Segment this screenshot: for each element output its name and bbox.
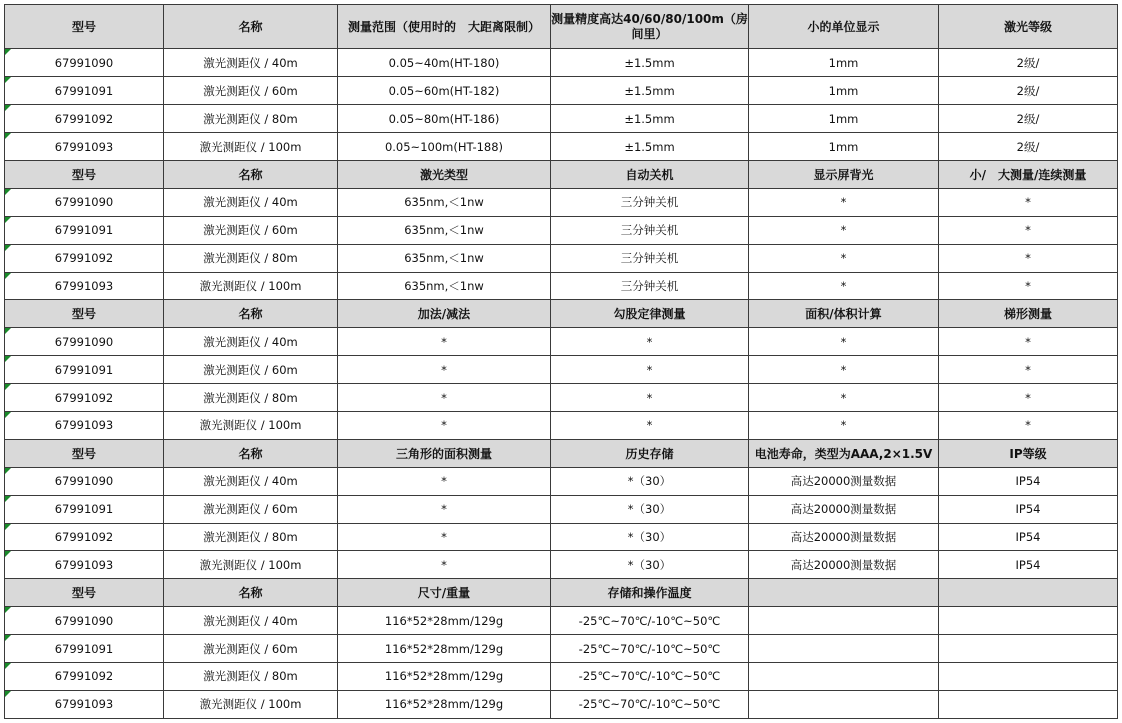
table-cell[interactable]: 1mm bbox=[749, 49, 939, 77]
cell-note-marker-icon bbox=[5, 468, 11, 474]
table-cell[interactable]: * bbox=[551, 328, 749, 356]
column-header: 小的单位显示 bbox=[749, 5, 939, 49]
column-header: 名称 bbox=[164, 160, 338, 188]
table-cell[interactable]: 0.05~60m(HT-182) bbox=[338, 77, 551, 105]
table-cell[interactable]: 激光测距仪 / 40m bbox=[164, 467, 338, 495]
table-cell[interactable] bbox=[5, 523, 164, 551]
table-cell[interactable]: 635nm,＜1nw bbox=[338, 216, 551, 244]
table-row bbox=[5, 328, 1118, 356]
model-number: 67991093 bbox=[54, 697, 114, 712]
table-cell[interactable]: 激光测距仪 / 100m bbox=[164, 133, 338, 161]
model-number: 67991092 bbox=[54, 390, 114, 405]
table-row bbox=[5, 412, 1118, 440]
table-cell[interactable] bbox=[5, 77, 164, 105]
table-cell[interactable]: 激光测距仪 / 40m bbox=[164, 188, 338, 216]
table-cell[interactable] bbox=[749, 635, 939, 663]
table-cell[interactable]: ±1.5mm bbox=[551, 133, 749, 161]
table-cell[interactable]: * bbox=[338, 495, 551, 523]
table-cell[interactable]: 激光测距仪 / 100m bbox=[164, 412, 338, 440]
table-cell[interactable]: * bbox=[749, 244, 939, 272]
table-cell[interactable]: 三分钟关机 bbox=[551, 244, 749, 272]
header-row bbox=[5, 300, 1118, 328]
table-cell[interactable]: ±1.5mm bbox=[551, 105, 749, 133]
model-number: 67991093 bbox=[54, 139, 114, 154]
table-cell[interactable]: 116*52*28mm/129g bbox=[338, 607, 551, 635]
cell-note-marker-icon bbox=[5, 524, 11, 530]
table-row bbox=[5, 467, 1118, 495]
table-cell[interactable]: * bbox=[338, 328, 551, 356]
model-number: 67991090 bbox=[54, 334, 114, 349]
table-cell[interactable]: IP54 bbox=[939, 467, 1118, 495]
cell-note-marker-icon bbox=[5, 273, 11, 279]
model-number: 67991090 bbox=[54, 55, 114, 70]
column-header: 测量范围（使用时的 大距离限制） bbox=[338, 5, 551, 49]
column-header: 自动关机 bbox=[551, 160, 749, 188]
table-cell[interactable]: 激光测距仪 / 80m bbox=[164, 105, 338, 133]
table-cell[interactable] bbox=[939, 635, 1118, 663]
column-header: 型号 bbox=[5, 439, 164, 467]
table-cell[interactable]: 激光测距仪 / 80m bbox=[164, 523, 338, 551]
column-header: 名称 bbox=[164, 439, 338, 467]
table-cell[interactable]: * bbox=[338, 467, 551, 495]
header-row bbox=[5, 5, 1118, 49]
model-number: 67991091 bbox=[54, 641, 114, 656]
table-row bbox=[5, 272, 1118, 300]
table-cell[interactable]: * bbox=[338, 523, 551, 551]
cell-note-marker-icon bbox=[5, 189, 11, 195]
table-cell[interactable] bbox=[5, 635, 164, 663]
table-cell[interactable] bbox=[5, 105, 164, 133]
table-cell[interactable]: 激光测距仪 / 100m bbox=[164, 551, 338, 579]
table-cell[interactable]: 三分钟关机 bbox=[551, 272, 749, 300]
table-cell[interactable]: 三分钟关机 bbox=[551, 216, 749, 244]
table-cell[interactable]: * bbox=[338, 412, 551, 440]
model-number: 67991092 bbox=[54, 669, 114, 684]
table-row bbox=[5, 690, 1118, 718]
cell-note-marker-icon bbox=[5, 635, 11, 641]
table-row bbox=[5, 523, 1118, 551]
table-cell[interactable]: 激光测距仪 / 60m bbox=[164, 495, 338, 523]
table-cell[interactable]: * bbox=[939, 216, 1118, 244]
table-cell[interactable]: 激光测距仪 / 40m bbox=[164, 607, 338, 635]
column-header: IP等级 bbox=[939, 439, 1118, 467]
cell-note-marker-icon bbox=[5, 328, 11, 334]
column-header: 电池寿命，类型为AAA,2×1.5V bbox=[749, 439, 939, 467]
table-row bbox=[5, 607, 1118, 635]
model-number: 67991090 bbox=[54, 195, 114, 210]
column-header: 三角形的面积测量 bbox=[338, 439, 551, 467]
spec-table bbox=[4, 4, 1118, 719]
model-number: 67991091 bbox=[54, 362, 114, 377]
table-cell[interactable]: * bbox=[749, 356, 939, 384]
table-cell[interactable] bbox=[5, 412, 164, 440]
table-cell[interactable]: * bbox=[551, 412, 749, 440]
table-row bbox=[5, 105, 1118, 133]
table-cell[interactable] bbox=[5, 356, 164, 384]
table-cell[interactable]: 635nm,＜1nw bbox=[338, 188, 551, 216]
table-cell[interactable] bbox=[5, 49, 164, 77]
model-number: 67991092 bbox=[54, 111, 114, 126]
table-cell[interactable]: * bbox=[749, 384, 939, 412]
table-cell[interactable]: * bbox=[551, 356, 749, 384]
table-cell[interactable] bbox=[5, 467, 164, 495]
table-cell[interactable]: 激光测距仪 / 40m bbox=[164, 328, 338, 356]
table-cell[interactable]: 激光测距仪 / 100m bbox=[164, 690, 338, 718]
column-header: 激光类型 bbox=[338, 160, 551, 188]
cell-note-marker-icon bbox=[5, 105, 11, 111]
table-cell[interactable]: * bbox=[338, 551, 551, 579]
model-number: 67991093 bbox=[54, 557, 114, 572]
table-cell[interactable]: 116*52*28mm/129g bbox=[338, 635, 551, 663]
table-row bbox=[5, 49, 1118, 77]
table-cell[interactable]: 激光测距仪 / 80m bbox=[164, 384, 338, 412]
table-cell[interactable]: 激光测距仪 / 60m bbox=[164, 77, 338, 105]
table-cell[interactable]: * bbox=[749, 188, 939, 216]
table-cell[interactable]: 1mm bbox=[749, 77, 939, 105]
table-cell[interactable] bbox=[749, 663, 939, 691]
cell-note-marker-icon bbox=[5, 77, 11, 83]
column-header: 勾股定律测量 bbox=[551, 300, 749, 328]
cell-note-marker-icon bbox=[5, 217, 11, 223]
table-cell[interactable]: 激光测距仪 / 100m bbox=[164, 272, 338, 300]
table-cell[interactable] bbox=[939, 663, 1118, 691]
column-header: 小/ 大测量/连续测量 bbox=[939, 160, 1118, 188]
table-cell[interactable] bbox=[749, 607, 939, 635]
cell-note-marker-icon bbox=[5, 133, 11, 139]
column-header: 梯形测量 bbox=[939, 300, 1118, 328]
model-number: 67991091 bbox=[54, 83, 114, 98]
column-header: 加法/减法 bbox=[338, 300, 551, 328]
table-cell[interactable]: IP54 bbox=[939, 495, 1118, 523]
table-row bbox=[5, 384, 1118, 412]
table-cell[interactable]: *（30） bbox=[551, 523, 749, 551]
column-header: 型号 bbox=[5, 300, 164, 328]
table-cell[interactable]: ±1.5mm bbox=[551, 49, 749, 77]
column-header: 激光等级 bbox=[939, 5, 1118, 49]
table-cell[interactable] bbox=[5, 188, 164, 216]
table-row bbox=[5, 133, 1118, 161]
table-cell[interactable] bbox=[5, 607, 164, 635]
table-cell[interactable]: 635nm,＜1nw bbox=[338, 272, 551, 300]
table-cell[interactable] bbox=[5, 216, 164, 244]
table-cell[interactable]: 激光测距仪 / 80m bbox=[164, 244, 338, 272]
table-cell[interactable]: *（30） bbox=[551, 495, 749, 523]
header-row bbox=[5, 579, 1118, 607]
column-header: 名称 bbox=[164, 300, 338, 328]
table-cell[interactable] bbox=[5, 384, 164, 412]
cell-note-marker-icon bbox=[5, 412, 11, 418]
model-number: 67991090 bbox=[54, 474, 114, 489]
cell-note-marker-icon bbox=[5, 245, 11, 251]
column-header bbox=[749, 579, 939, 607]
table-cell[interactable]: 2级/ bbox=[939, 133, 1118, 161]
cell-note-marker-icon bbox=[5, 551, 11, 557]
table-cell[interactable]: 高达20000测量数据 bbox=[749, 467, 939, 495]
table-cell[interactable]: * bbox=[338, 356, 551, 384]
table-cell[interactable]: 635nm,＜1nw bbox=[338, 244, 551, 272]
table-cell[interactable]: 116*52*28mm/129g bbox=[338, 663, 551, 691]
table-cell[interactable]: * bbox=[749, 216, 939, 244]
table-cell[interactable]: * bbox=[939, 188, 1118, 216]
table-row bbox=[5, 77, 1118, 105]
cell-note-marker-icon bbox=[5, 663, 11, 669]
table-cell[interactable] bbox=[5, 272, 164, 300]
table-row bbox=[5, 216, 1118, 244]
column-header: 型号 bbox=[5, 160, 164, 188]
table-cell[interactable] bbox=[5, 690, 164, 718]
table-cell[interactable]: 激光测距仪 / 60m bbox=[164, 216, 338, 244]
table-cell[interactable]: * bbox=[551, 384, 749, 412]
table-cell[interactable]: * bbox=[939, 356, 1118, 384]
table-cell[interactable]: * bbox=[749, 412, 939, 440]
table-cell[interactable]: 2级/ bbox=[939, 49, 1118, 77]
table-cell[interactable] bbox=[5, 495, 164, 523]
table-cell[interactable]: * bbox=[939, 412, 1118, 440]
table-cell[interactable]: * bbox=[939, 244, 1118, 272]
table-cell[interactable]: -25℃~70℃/-10℃~50℃ bbox=[551, 607, 749, 635]
table-cell[interactable] bbox=[5, 133, 164, 161]
table-cell[interactable]: 2级/ bbox=[939, 77, 1118, 105]
table-cell[interactable]: 116*52*28mm/129g bbox=[338, 690, 551, 718]
table-cell[interactable]: -25℃~70℃/-10℃~50℃ bbox=[551, 663, 749, 691]
table-cell[interactable]: 三分钟关机 bbox=[551, 188, 749, 216]
model-number: 67991090 bbox=[54, 613, 114, 628]
table-cell[interactable]: 激光测距仪 / 60m bbox=[164, 635, 338, 663]
table-cell[interactable]: * bbox=[749, 328, 939, 356]
table-cell[interactable]: *（30） bbox=[551, 551, 749, 579]
table-cell[interactable]: 激光测距仪 / 40m bbox=[164, 49, 338, 77]
header-row bbox=[5, 439, 1118, 467]
table-cell[interactable] bbox=[5, 663, 164, 691]
column-header: 面积/体积计算 bbox=[749, 300, 939, 328]
column-header: 历史存储 bbox=[551, 439, 749, 467]
table-row bbox=[5, 635, 1118, 663]
table-row bbox=[5, 495, 1118, 523]
table-cell[interactable] bbox=[5, 328, 164, 356]
table-cell[interactable]: 激光测距仪 / 80m bbox=[164, 663, 338, 691]
table-cell[interactable]: ±1.5mm bbox=[551, 77, 749, 105]
table-cell[interactable]: 高达20000测量数据 bbox=[749, 551, 939, 579]
table-cell[interactable]: IP54 bbox=[939, 551, 1118, 579]
column-header: 型号 bbox=[5, 5, 164, 49]
model-number: 67991093 bbox=[54, 278, 114, 293]
cell-note-marker-icon bbox=[5, 356, 11, 362]
column-header: 型号 bbox=[5, 579, 164, 607]
column-header: 测量精度高达40/60/80/100m（房间里） bbox=[551, 5, 749, 49]
cell-note-marker-icon bbox=[5, 607, 11, 613]
table-cell[interactable]: 0.05~40m(HT-180) bbox=[338, 49, 551, 77]
model-number: 67991092 bbox=[54, 251, 114, 266]
model-number: 67991093 bbox=[54, 418, 114, 433]
spec-table-body bbox=[5, 5, 1118, 719]
column-header: 名称 bbox=[164, 5, 338, 49]
table-cell[interactable] bbox=[5, 244, 164, 272]
table-cell[interactable]: 0.05~80m(HT-186) bbox=[338, 105, 551, 133]
column-header bbox=[939, 579, 1118, 607]
table-cell[interactable]: * bbox=[939, 272, 1118, 300]
table-row bbox=[5, 551, 1118, 579]
table-cell[interactable]: -25℃~70℃/-10℃~50℃ bbox=[551, 635, 749, 663]
column-header: 尺寸/重量 bbox=[338, 579, 551, 607]
table-cell[interactable] bbox=[749, 690, 939, 718]
table-cell[interactable]: 1mm bbox=[749, 133, 939, 161]
column-header: 存储和操作温度 bbox=[551, 579, 749, 607]
table-cell[interactable]: * bbox=[338, 384, 551, 412]
table-row bbox=[5, 244, 1118, 272]
model-number: 67991092 bbox=[54, 530, 114, 544]
table-cell[interactable]: 2级/ bbox=[939, 105, 1118, 133]
table-cell[interactable]: * bbox=[939, 384, 1118, 412]
table-row bbox=[5, 188, 1118, 216]
table-cell[interactable]: 激光测距仪 / 60m bbox=[164, 356, 338, 384]
table-cell[interactable] bbox=[939, 607, 1118, 635]
cell-note-marker-icon bbox=[5, 496, 11, 502]
table-cell[interactable]: 1mm bbox=[749, 105, 939, 133]
table-cell[interactable]: *（30） bbox=[551, 467, 749, 495]
table-cell[interactable]: * bbox=[749, 272, 939, 300]
table-cell[interactable]: * bbox=[939, 328, 1118, 356]
table-row bbox=[5, 663, 1118, 691]
table-cell[interactable] bbox=[5, 551, 164, 579]
column-header: 显示屏背光 bbox=[749, 160, 939, 188]
table-cell[interactable]: -25℃~70℃/-10℃~50℃ bbox=[551, 690, 749, 718]
table-cell[interactable]: 0.05~100m(HT-188) bbox=[338, 133, 551, 161]
model-number: 67991091 bbox=[54, 502, 114, 517]
cell-note-marker-icon bbox=[5, 384, 11, 390]
header-row bbox=[5, 160, 1118, 188]
table-cell[interactable]: 高达20000测量数据 bbox=[749, 523, 939, 551]
cell-note-marker-icon bbox=[5, 49, 11, 55]
table-cell[interactable] bbox=[939, 690, 1118, 718]
column-header: 名称 bbox=[164, 579, 338, 607]
model-number: 67991091 bbox=[54, 223, 114, 238]
table-row bbox=[5, 356, 1118, 384]
table-cell[interactable]: IP54 bbox=[939, 523, 1118, 551]
table-cell[interactable]: 高达20000测量数据 bbox=[749, 495, 939, 523]
cell-note-marker-icon bbox=[5, 691, 11, 697]
